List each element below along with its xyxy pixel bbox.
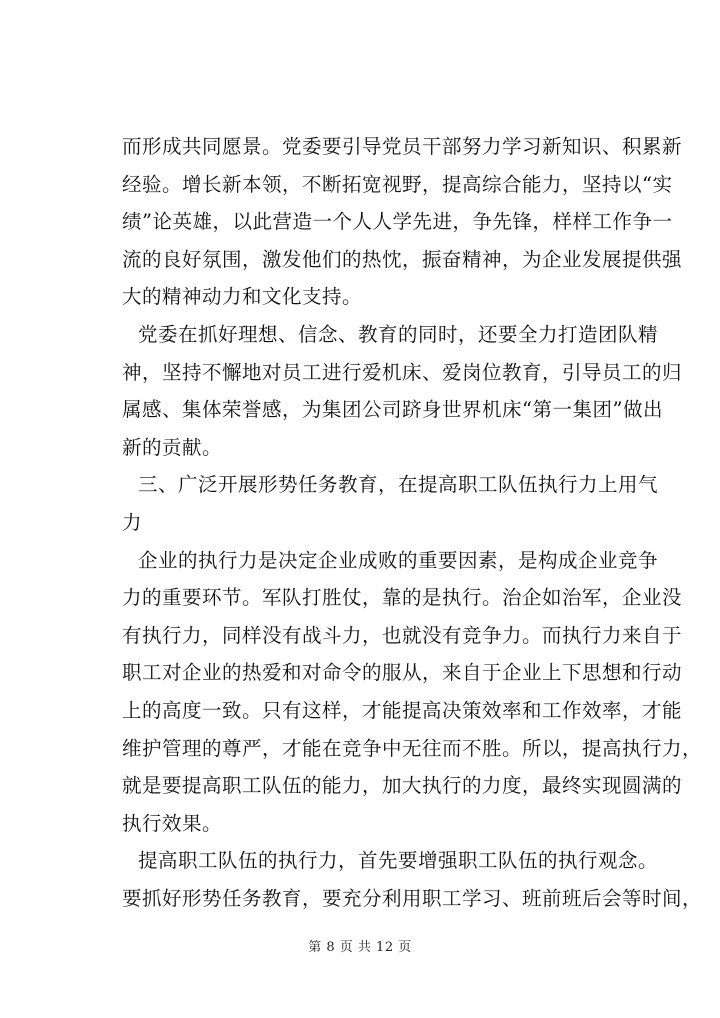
text-line: 绩”论英雄，以此营造一个人人学先进，争先锋，样样工作争一 <box>122 210 673 234</box>
text-line: 力 <box>122 510 143 534</box>
text-line: 三、广泛开展形势任务教育，在提高职工队伍执行力上用气 <box>138 473 659 497</box>
text-line: 大的精神动力和文化支持。 <box>122 285 363 309</box>
paragraph-4 <box>122 542 703 843</box>
text-line: 维护管理的尊严，才能在竞争中无往而不胜。所以，提高执行力， <box>122 736 703 760</box>
paragraph-1 <box>122 128 683 316</box>
text-line: 有执行力，同样没有战斗力，也就没有竞争力。而执行力来自于 <box>122 623 683 647</box>
text-line: 职工对企业的热爱和对命令的服从，来自于企业上下思想和行动 <box>122 661 683 685</box>
page-number-label: 第 8 页 共 12 页 <box>308 940 412 955</box>
text-line: 经验。增长新本领，不断拓宽视野，提高综合能力，坚持以“实 <box>122 172 673 196</box>
text-line: 就是要提高职工队伍的能力，加大执行的力度，最终实现圆满的 <box>122 774 683 798</box>
text-line: 执行效果。 <box>122 811 223 835</box>
text-line: 上的高度一致。只有这样，才能提高决策效率和工作效率，才能 <box>122 698 683 722</box>
document-body <box>122 128 703 917</box>
paragraph-5 <box>122 842 703 917</box>
paragraph-2 <box>122 316 683 466</box>
text-line: 神，坚持不懈地对员工进行爱机床、爱岗位教育，引导员工的归 <box>122 360 683 384</box>
text-line: 流的良好氛围，激发他们的热忱，振奋精神，为企业发展提供强 <box>122 247 683 271</box>
text-line: 企业的执行力是决定企业成败的重要因素，是构成企业竞争 <box>138 548 659 572</box>
text-line: 要抓好形势任务教育，要充分利用职工学习、班前班后会等时间， <box>122 886 703 910</box>
text-line: 而形成共同愿景。党委要引导党员干部努力学习新知识、积累新 <box>122 135 683 158</box>
page-footer <box>0 936 720 955</box>
text-line: 力的重要环节。军队打胜仗，靠的是执行。治企如治军，企业没 <box>122 586 683 610</box>
text-line: 提高职工队伍的执行力，首先要增强职工队伍的执行观念。 <box>138 849 659 873</box>
text-line: 属感、集体荣誉感，为集团公司跻身世界机床“第一集团”做出 <box>122 398 663 422</box>
text-line: 新的贡献。 <box>122 435 223 459</box>
section-heading <box>122 466 659 541</box>
text-line: 党委在抓好理想、信念、教育的同时，还要全力打造团队精 <box>138 322 659 346</box>
